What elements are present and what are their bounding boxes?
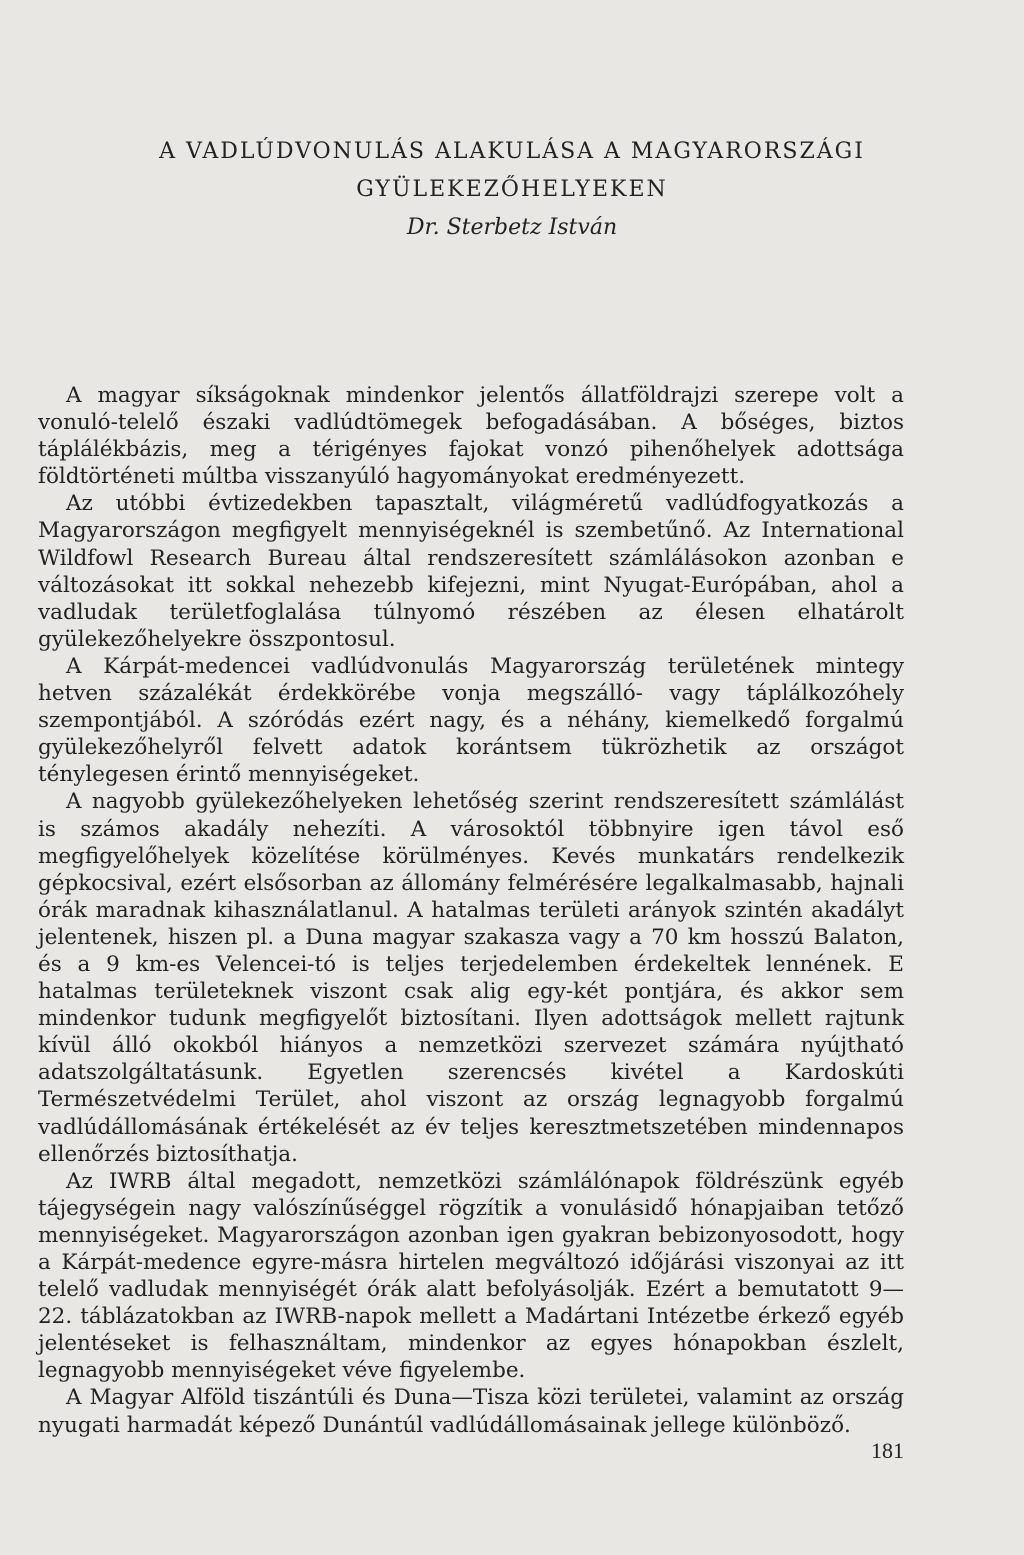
article-body (38, 382, 904, 1439)
paragraph-6: A Magyar Alföld tiszántúli és Duna—Tisza közi területei, valamint az ország nyugati harmadát képező Dunántúl vadlúdállomásainak jellege különböző. (38, 1385, 904, 1438)
article-title (70, 133, 954, 209)
paragraph-5: Az IWRB által megadott, nemzetközi számlálónapok földrészünk egyéb tájegységein nagy valószínűséggel rögzítik a vonulásidő hónapjaiban tetőző mennyiségeket. Magyarországon azonban igen gyakran bebizonyosodott, hogy a Kárpát-medence egyre-másra hirtelen megváltozó időjárási viszonyai az itt telelő vadludak mennyiségét órák alatt befolyásolják. Ezért a bemutatott 9—22. táblázatokban az IWRB-napok mellett a Madártani Intézetbe érkező egyéb jelentéseket is felhasználtam, mindenkor az egyes hónapokban észlelt, legnagyobb mennyiségeket véve figyelembe. (38, 1168, 904, 1384)
article-title-line-1: A VADLÚDVONULÁS ALAKULÁSA A MAGYARORSZÁGI (159, 138, 865, 164)
paragraph-4: A nagyobb gyülekezőhelyeken lehetőség szerint rendszeresített számlálást is számos akadály nehezíti. A városoktól többnyire igen távol eső megfigyelőhelyek közelítése körülményes. Kevés munkatárs rendelkezik gépkocsival, ezért elsősorban az állomány felmérésére legalkalmasabb, hajnali órák maradnak kihasználatlanul. A hatalmas területi arányok szintén akadályt jelentenek, hiszen pl. a Duna magyar szakasza vagy a 70 km hosszú Balaton, és a 9 km-es Velencei-tó is teljes terjedelemben érdekeltek lennének. E hatalmas területeknek viszont csak alig egy-két pontjára, és akkor sem mindenkor tudunk megfigyelőt biztosítani. Ilyen adottságok mellett rajtunk kívül álló okokból hiányos a nemzetközi szervezet számára nyújtható adatszolgáltatásunk. Egyetlen szerencsés kivétel a Kardoskúti Természetvédelmi Terület, ahol viszont az ország legnagyobb forgalmú vadlúdállomásának értékelését az év teljes keresztmetszetében mindennapos ellenőrzés biztosíthatja. (38, 789, 904, 1167)
page-number: 181 (871, 1438, 904, 1463)
paragraph-3: A Kárpát-medencei vadlúdvonulás Magyarország területének mintegy hetven százalékát érdekkörébe vonja megszálló- vagy táplálkozóhely szempontjából. A szóródás ezért nagy, és a néhány, kiemelkedő forgalmú gyülekezőhelyről felvett adatok korántsem tükrözhetik az országot ténylegesen érintő mennyiségeket. (38, 653, 904, 788)
author-name: Dr. Sterbetz István (406, 215, 618, 240)
paragraph-2: Az utóbbi évtizedekben tapasztalt, világméretű vadlúdfogyatkozás a Magyarországon megfigyelt mennyiségeknél is szembetűnő. Az International Wildfowl Research Bureau által rendszeresített számlálásokon azonban e változásokat itt sokkal nehezebb kifejezni, mint Nyugat-Európában, ahol a vadludak területfoglalása túlnyomó részében az élesen elhatárolt gyülekezőhelyekre összpontosul. (38, 491, 904, 652)
article-title-line-2: GYÜLEKEZŐHELYEKEN (356, 176, 668, 202)
paragraph-1: A magyar síkságoknak mindenkor jelentős állatföldrajzi szerepe volt a vonuló-telelő északi vadlúdtömegek befogadásában. A bőséges, biztos táplálékbázis, meg a térigényes fajokat vonzó pihenőhelyek adottsága földtörténeti múltba visszanyúló hagyományokat eredményezett. (38, 383, 904, 490)
